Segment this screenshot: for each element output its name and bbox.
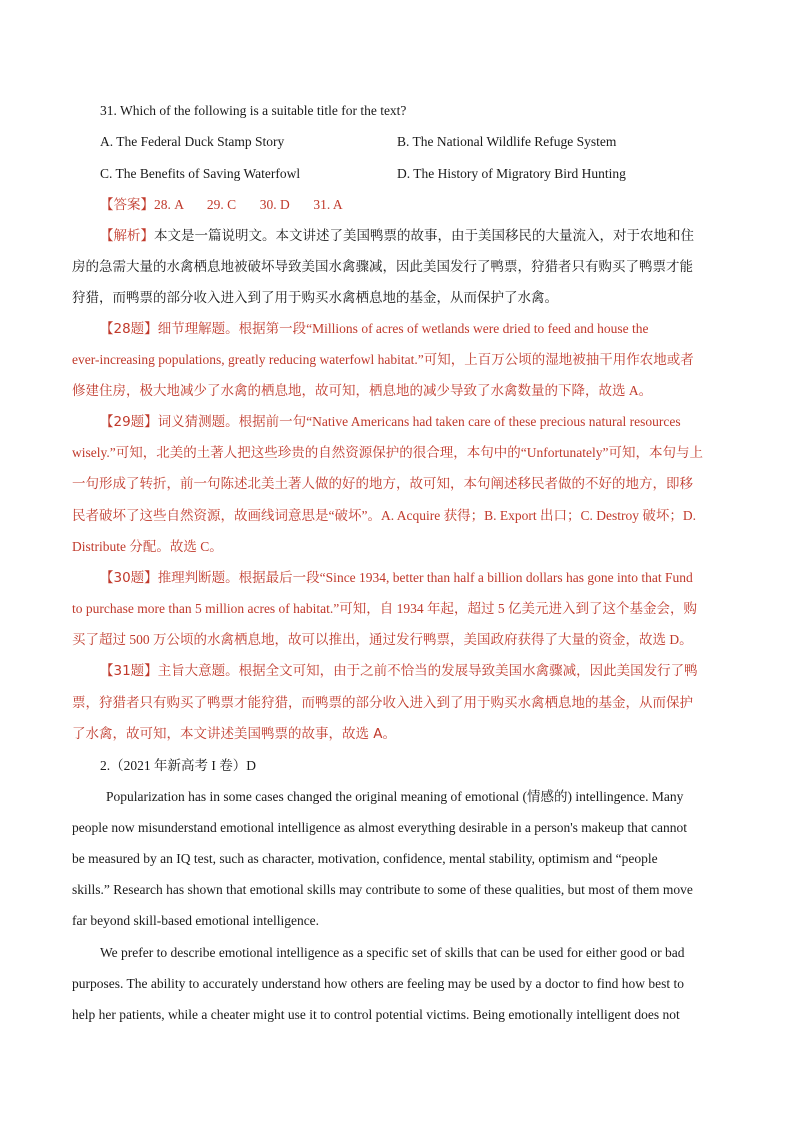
q30-line-3: 买了超过 500 万公顷的水禽栖息地，故可以推出，通过发行鸭票，美国政府获得了大量的资金，故选 D。 (72, 632, 693, 647)
passage-p1-line-3: be measured by an IQ test, such as character, motivation, confidence, mental stability, optimism and “people (72, 851, 658, 866)
q30-tag: 【30题】 (100, 570, 158, 586)
q28-tag: 【28题】 (100, 321, 158, 337)
q30-line-1 (100, 568, 693, 588)
q29-line-3: 一句形成了转折，前一句陈述北美土著人做的好的地方，故可知，本句阐述移民者做的不好的地方，即移 (72, 476, 693, 491)
analysis-line-2: 房的急需大量的水禽栖息地被破坏导致美国水禽骤减，因此美国发行了鸭票，狩猎者只有购买了鸭票才能 (72, 259, 693, 275)
passage-p2-line-1: We prefer to describe emotional intelligence as a specific set of skills that can be used for either good or bad (100, 945, 685, 960)
analysis-line-3: 狩猎，而鸭票的部分收入进入到了用于购买水禽栖息地的基金，从而保护了水禽。 (72, 290, 558, 306)
option-c: C. The Benefits of Saving Waterfowl (100, 166, 301, 181)
passage-p1-line-4: skills.” Research has shown that emotional skills may contribute to some of these qualities, but most of them move (72, 882, 693, 897)
analysis-text-1: 本文是一篇说明文。本文讲述了美国鸭票的故事，由于美国移民的大量流入，对于农地和住 (154, 228, 694, 244)
answer-text: 28. A 29. C 30. D 31. A (154, 197, 343, 212)
q29-line-2: wisely.”可知，北美的土著人把这些珍贵的自然资源保护的很合理，本句中的“Unfortunately”可知，本句与上 (72, 445, 703, 460)
passage-p2-line-2: purposes. The ability to accurately understand how others are feeling may be used by a doctor to find how best to (72, 976, 684, 991)
section-heading: 2.（2021 年新高考 I 卷）D (100, 758, 256, 773)
answer-line (100, 195, 343, 215)
option-d: D. The History of Migratory Bird Hunting (397, 166, 626, 181)
q29-line-4: 民者破坏了这些自然资源，故画线词意思是“破坏”。A. Acquire 获得；B. Export 出口；C. Destroy 破坏；D. (72, 508, 696, 523)
q31-text-1: 主旨大意题。根据全文可知，由于之前不恰当的发展导致美国水禽骤减，因此美国发行了鸭 (157, 663, 698, 679)
q29-line-1 (100, 412, 681, 432)
q28-line-1 (100, 319, 648, 339)
passage-p1-line-2: people now misunderstand emotional intelligence as almost everything desirable in a person's makeup that cannot (72, 820, 688, 835)
question-stem: 31. Which of the following is a suitable title for the text? (100, 103, 407, 118)
q31-line-1 (100, 661, 698, 681)
q28-line-3: 修建住房，极大地减少了水禽的栖息地，故可知，栖息地的减少导致了水禽数量的下降，故选 A。 (72, 383, 653, 398)
q28-line-2: ever-increasing populations, greatly reducing waterfowl habitat.”可知，上百万公顷的湿地被抽干用作农地或者 (72, 352, 694, 367)
passage-p2-line-3: help her patients, while a cheater might use it to control potential victims. Being emotionally intelligent does not (72, 1007, 680, 1022)
analysis-tag: 【解析】 (100, 228, 154, 244)
q31-line-3: 了水禽，故可知，本文讲述美国鸭票的故事，故选 A。 (72, 726, 397, 742)
passage-p1-line-1: Popularization has in some cases changed the original meaning of emotional (情感的) intellingence. Many (106, 789, 684, 804)
q28-text-1: 细节理解题。根据第一段“Millions of acres of wetlands were dried to feed and house the (157, 321, 649, 336)
answer-tag: 【答案】 (100, 197, 154, 213)
q30-text-1: 推理判断题。根据最后一段“Since 1934, better than half a billion dollars has gone into that Fund (157, 570, 693, 585)
q30-line-2: to purchase more than 5 million acres of habitat.”可知，自 1934 年起，超过 5 亿美元进入到了这个基金会，购 (72, 601, 698, 616)
option-b: B. The National Wildlife Refuge System (397, 134, 617, 149)
q29-text-1: 词义猜测题。根据前一句“Native Americans had taken care of these precious natural resources (157, 414, 681, 429)
q29-line-5: Distribute 分配。故选 C。 (72, 539, 223, 554)
analysis-line-1 (100, 226, 694, 246)
q31-tag: 【31题】 (100, 663, 158, 679)
q31-line-2: 票，狩猎者只有购买了鸭票才能狩猎，而鸭票的部分收入进入到了用于购买水禽栖息地的基金，从而保护 (72, 695, 693, 711)
q29-tag: 【29题】 (100, 414, 158, 430)
option-a: A. The Federal Duck Stamp Story (100, 134, 285, 149)
passage-p1-line-5: far beyond skill-based emotional intelligence. (72, 913, 320, 928)
